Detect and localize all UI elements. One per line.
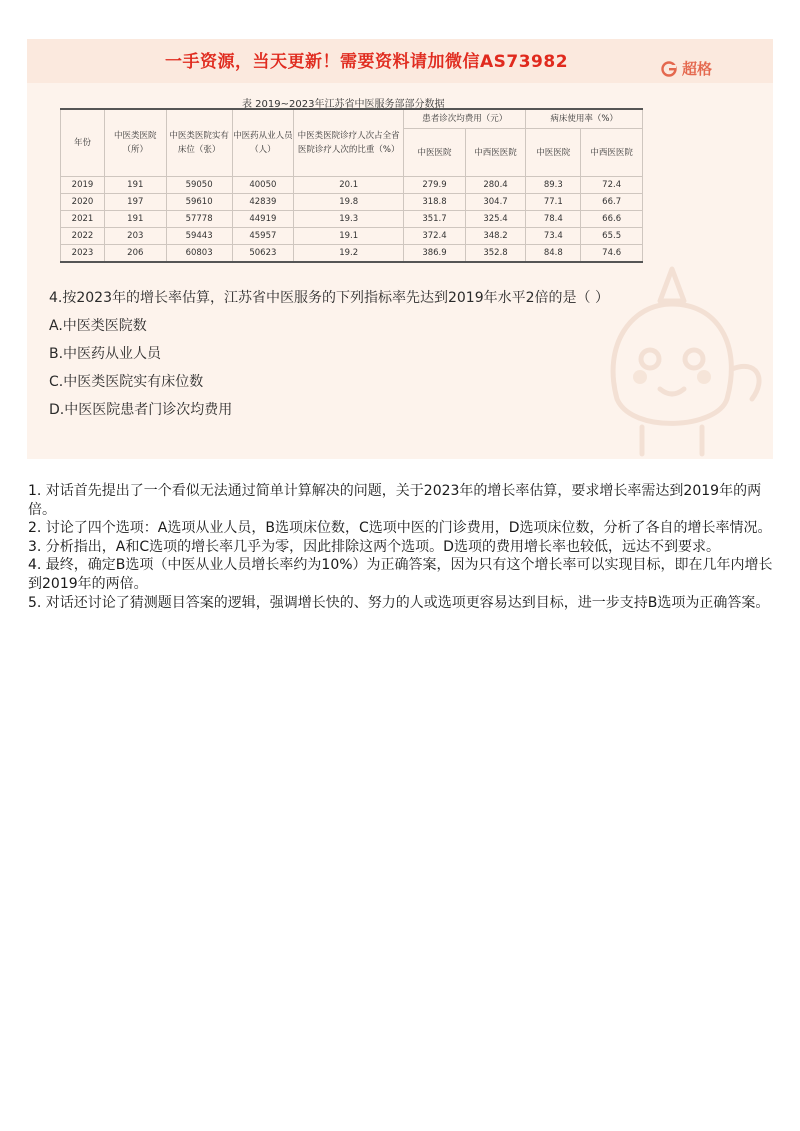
cell: 59050 — [166, 177, 232, 194]
cell: 206 — [105, 245, 167, 263]
header-bed-rate-group: 病床使用率（%） — [526, 109, 643, 129]
cell: 72.4 — [581, 177, 643, 194]
brand-name: 超格 — [682, 60, 713, 78]
note-item: 2. 讨论了四个选项：A选项从业人员，B选项床位数，C选项中医的门诊费用，D选项床位数，分析了各自的增长率情况。 — [28, 520, 772, 537]
cell: 19.3 — [294, 211, 404, 228]
cell: 78.4 — [526, 211, 581, 228]
cell: 73.4 — [526, 228, 581, 245]
cell: 203 — [105, 228, 167, 245]
header-cost-group: 患者诊次均费用（元） — [404, 109, 526, 129]
cell: 66.6 — [581, 211, 643, 228]
cell: 2021 — [61, 211, 105, 228]
cell: 40050 — [232, 177, 294, 194]
table-row — [61, 228, 643, 245]
cell: 84.8 — [526, 245, 581, 263]
header-hospitals: 中医类医院（所） — [105, 109, 167, 177]
cell: 279.9 — [404, 177, 466, 194]
option-c: C.中医类医院实有床位数 — [49, 374, 204, 390]
cell: 45957 — [232, 228, 294, 245]
table-title: 表 2019~2023年江苏省中医服务部部分数据 — [242, 99, 445, 110]
cell: 74.6 — [581, 245, 643, 263]
header-beds: 中医类医院实有床位（张） — [166, 109, 232, 177]
subheader-integrated-bed-rate: 中西医医院 — [581, 129, 643, 177]
note-item: 5. 对话还讨论了猜测题目答案的逻辑，强调增长快的、努力的人或选项更容易达到目标，进一步支持B选项为正确答案。 — [28, 594, 770, 611]
subheader-tcm-bed-rate: 中医医院 — [526, 129, 581, 177]
cell: 66.7 — [581, 194, 643, 211]
option-a: A.中医类医院数 — [49, 318, 147, 334]
cell: 386.9 — [404, 245, 466, 263]
cell: 19.1 — [294, 228, 404, 245]
option-b: B.中医药从业人员 — [49, 346, 162, 362]
cell: 19.2 — [294, 245, 404, 263]
cell: 77.1 — [526, 194, 581, 211]
header-staff: 中医药从业人员（人） — [232, 109, 294, 177]
table-row — [61, 177, 643, 194]
brand-logo — [661, 58, 712, 79]
subheader-tcm-cost: 中医医院 — [404, 129, 466, 177]
brand-g-icon — [661, 61, 677, 77]
cell: 351.7 — [404, 211, 466, 228]
cell: 197 — [105, 194, 167, 211]
summary-notes — [28, 482, 774, 612]
note-item: 1. 对话首先提出了一个看似无法通过简单计算解决的问题，关于2023年的增长率估算，要求增长率需达到2019年的两倍。 — [28, 483, 762, 518]
note-item: 4. 最终，确定B选项（中医从业人员增长率约为10%）为正确答案，因为只有这个增长率可以实现目标，即在几年内增长到2019年的两倍。 — [28, 557, 773, 592]
header-visits-share: 中医类医院诊疗人次占全省医院诊疗人次的比重（%） — [294, 109, 404, 177]
header-year: 年份 — [61, 109, 105, 177]
cell: 191 — [105, 177, 167, 194]
cell: 19.8 — [294, 194, 404, 211]
cell: 65.5 — [581, 228, 643, 245]
cell: 44919 — [232, 211, 294, 228]
promo-banner-text: 一手资源，当天更新！需要资料请加微信AS73982 — [165, 52, 569, 72]
cell: 352.8 — [465, 245, 526, 263]
cell: 318.8 — [404, 194, 466, 211]
cell: 280.4 — [465, 177, 526, 194]
cell: 89.3 — [526, 177, 581, 194]
table-header-row — [61, 109, 643, 129]
cell: 57778 — [166, 211, 232, 228]
cell: 50623 — [232, 245, 294, 263]
cell: 42839 — [232, 194, 294, 211]
cell: 2023 — [61, 245, 105, 263]
cell: 325.4 — [465, 211, 526, 228]
cell: 59610 — [166, 194, 232, 211]
cell: 2022 — [61, 228, 105, 245]
table-row — [61, 194, 643, 211]
cell: 2019 — [61, 177, 105, 194]
cell: 191 — [105, 211, 167, 228]
cell: 20.1 — [294, 177, 404, 194]
cell: 372.4 — [404, 228, 466, 245]
promo-banner — [27, 39, 773, 83]
mascot-watermark-icon — [572, 249, 772, 459]
option-d: D.中医医院患者门诊次均费用 — [49, 402, 233, 418]
question-text: 4.按2023年的增长率估算，江苏省中医服务的下列指标率先达到2019年水平2倍的是（ ） — [49, 290, 609, 306]
cell: 60803 — [166, 245, 232, 263]
data-table — [60, 108, 643, 263]
note-item: 3. 分析指出，A和C选项的增长率几乎为零，因此排除这两个选项。D选项的费用增长率也较低，远达不到要求。 — [28, 538, 720, 555]
cell: 59443 — [166, 228, 232, 245]
table-row — [61, 211, 643, 228]
cell: 304.7 — [465, 194, 526, 211]
subheader-integrated-cost: 中西医医院 — [465, 129, 526, 177]
cell: 2020 — [61, 194, 105, 211]
question-screenshot-card — [27, 39, 773, 459]
table-row — [61, 245, 643, 263]
cell: 348.2 — [465, 228, 526, 245]
